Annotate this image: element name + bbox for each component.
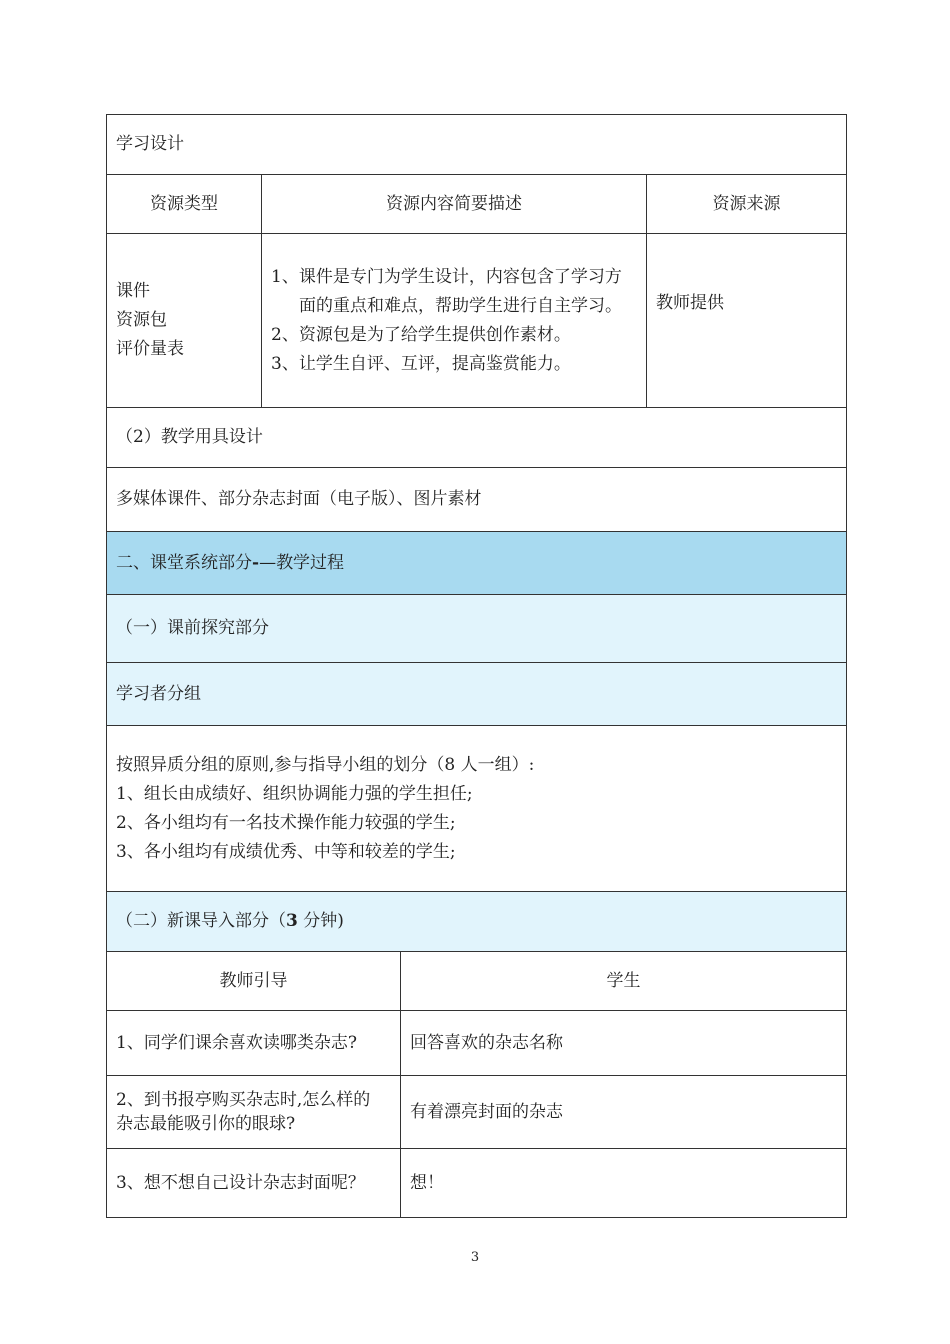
resource-types-cell: [107, 234, 262, 408]
intro-title-prefix: （二）新课导入部分（: [116, 911, 286, 931]
tools-design-title-row: [107, 408, 847, 468]
grouping-title: 学习者分组: [107, 663, 847, 726]
grouping-title-row: [107, 663, 847, 726]
intro-title-suffix: 分钟): [297, 911, 344, 931]
learning-design-title: 学习设计: [107, 115, 847, 175]
classroom-section-title: [107, 532, 847, 595]
intro-title-minutes: 3: [286, 911, 298, 931]
page-number: 3: [470, 1250, 480, 1265]
intro-title: [107, 892, 847, 952]
header-resource-source: 资源来源: [647, 175, 847, 234]
student-answer-1: 回答喜欢的杂志名称: [401, 1011, 847, 1076]
teacher-question-2: [107, 1076, 401, 1149]
resource-type-courseware: 课件: [116, 281, 150, 301]
resource-description-3: 3、让学生自评、互评，提高鉴赏能力。: [271, 353, 571, 374]
teacher-question-2-line-1: 2、到书报亭购买杂志时,怎么样的: [116, 1090, 371, 1110]
header-student: 学生: [401, 952, 847, 1011]
grouping-intro: 按照异质分组的原则,参与指导小组的划分（8 人一组）:: [116, 754, 535, 775]
teacher-question-1: 1、同学们课余喜欢读哪类杂志?: [107, 1011, 401, 1076]
tools-design-content: 多媒体课件、部分杂志封面（电子版）、图片素材: [107, 468, 847, 532]
student-answer-3: 想！: [401, 1149, 847, 1218]
grouping-content: [107, 726, 847, 892]
learning-design-title-row: [107, 115, 847, 175]
classroom-section-row: [107, 532, 847, 595]
classroom-title-dash: -: [252, 552, 260, 573]
header-teacher-guide: 教师引导: [107, 952, 401, 1011]
resource-source-cell: 教师提供: [647, 234, 847, 408]
resource-descriptions-cell: [262, 234, 647, 408]
intro-row-2: [107, 1076, 847, 1149]
teacher-question-2-line-2: 杂志最能吸引你的眼球?: [116, 1114, 296, 1134]
header-resource-description: 资源内容简要描述: [262, 175, 647, 234]
resource-row: [107, 234, 847, 408]
intro-row-3: [107, 1149, 847, 1218]
header-resource-type: 资源类型: [107, 175, 262, 234]
lesson-plan-table: [106, 114, 847, 1218]
grouping-content-row: [107, 726, 847, 892]
teacher-question-3: 3、想不想自己设计杂志封面呢？: [107, 1149, 401, 1218]
intro-header-row: [107, 952, 847, 1011]
resource-header-row: [107, 175, 847, 234]
resource-description-1: 1、课件是专门为学生设计，内容包含了学习方面的重点和难点，帮助学生进行自主学习。: [271, 266, 622, 316]
resource-type-package: 资源包: [116, 310, 167, 330]
pre-class-title-row: [107, 595, 847, 663]
grouping-item-2: 2、各小组均有一名技术操作能力较强的学生;: [116, 812, 456, 833]
intro-row-1: [107, 1011, 847, 1076]
tools-design-content-row: [107, 468, 847, 532]
classroom-title-prefix: 二、课堂系统部分: [116, 552, 252, 573]
grouping-item-3: 3、各小组均有成绩优秀、中等和较差的学生;: [116, 841, 456, 862]
pre-class-title: （一）课前探究部分: [107, 595, 847, 663]
intro-title-row: [107, 892, 847, 952]
resource-description-2: 2、资源包是为了给学生提供创作素材。: [271, 324, 571, 345]
grouping-item-1: 1、组长由成绩好、组织协调能力强的学生担任;: [116, 783, 473, 804]
resource-type-rubric: 评价量表: [116, 339, 184, 359]
classroom-title-suffix: —教学过程: [259, 552, 345, 573]
tools-design-title: （2）教学用具设计: [107, 408, 847, 468]
student-answer-2: 有着漂亮封面的杂志: [401, 1076, 847, 1149]
